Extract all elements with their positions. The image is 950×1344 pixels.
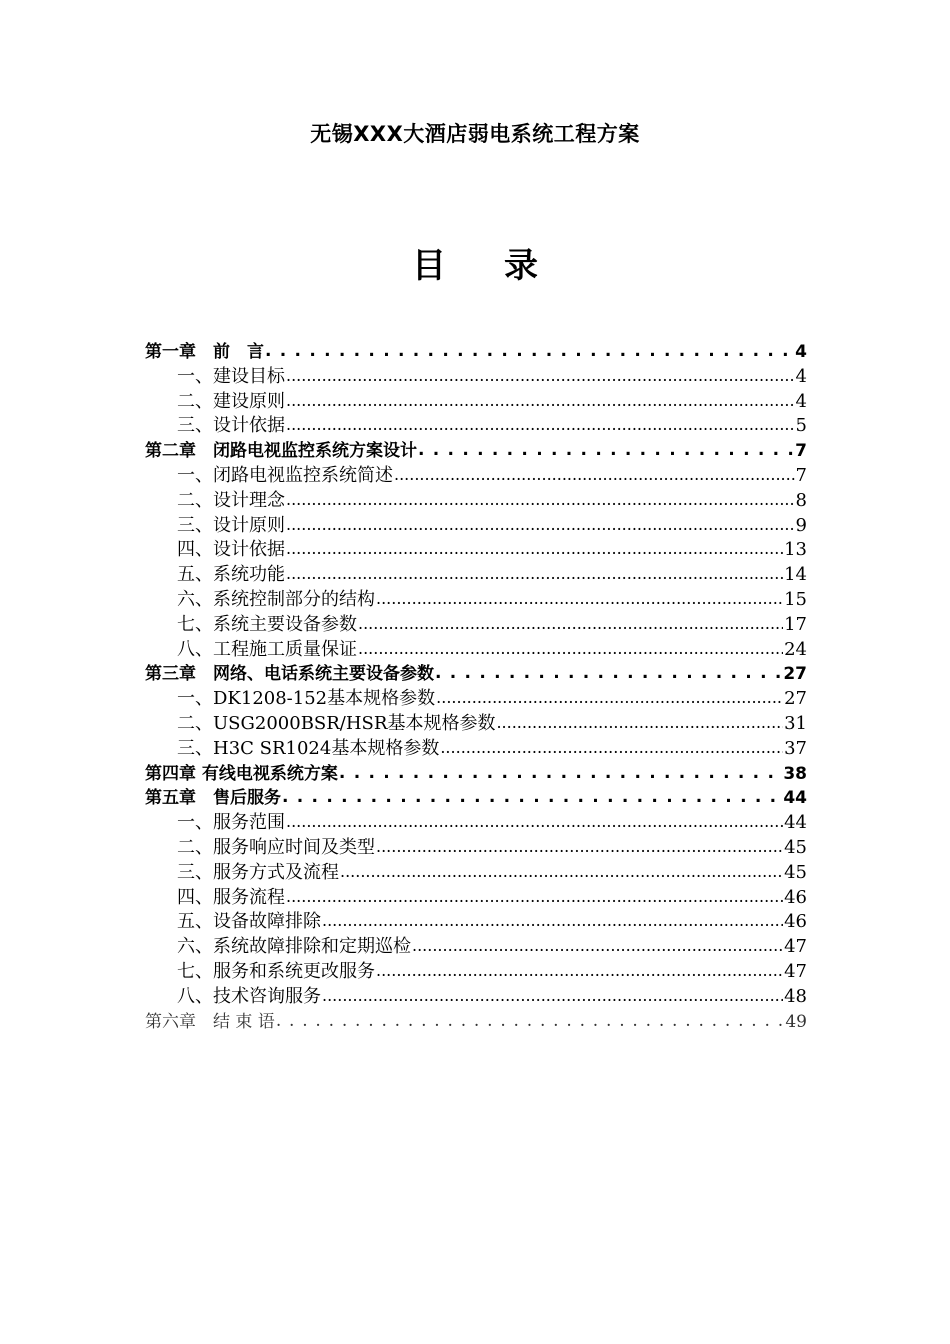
toc-entry-page-number: 31 — [784, 712, 807, 734]
toc-section-entry[interactable] — [145, 910, 807, 935]
toc-entry-label: 六、系统控制部分的结构 — [177, 588, 375, 610]
toc-dot-leader — [322, 984, 783, 1009]
toc-entry-page-number: 48 — [784, 985, 807, 1007]
toc-entry-label: 第四章 有线电视系统方案 — [145, 763, 338, 784]
toc-section-entry[interactable] — [145, 365, 807, 390]
toc-entry-label: 二、USG2000BSR/HSR基本规格参数 — [177, 712, 496, 734]
toc-section-entry[interactable] — [145, 414, 807, 439]
toc-entry-label: 一、服务范围 — [177, 812, 285, 834]
toc-section-entry[interactable] — [145, 489, 807, 514]
toc-entry-page-number: 47 — [784, 960, 807, 982]
toc-section-entry[interactable] — [145, 886, 807, 911]
toc-heading-char-1: 目 — [412, 246, 446, 286]
toc-section-entry[interactable] — [145, 613, 807, 638]
toc-section-entry[interactable] — [145, 836, 807, 861]
toc-chapter-entry[interactable] — [145, 762, 807, 787]
toc-dot-leader — [286, 537, 783, 562]
toc-dot-leader — [412, 934, 783, 959]
toc-dot-leader — [286, 513, 795, 538]
toc-entry-label: 七、服务和系统更改服务 — [177, 960, 375, 982]
document-title: 无锡XXX大酒店弱电系统工程方案 — [310, 122, 640, 146]
toc-dot-leader — [358, 612, 783, 637]
toc-dot-leader — [496, 711, 783, 736]
toc-section-entry[interactable] — [145, 588, 807, 613]
toc-dot-leader — [394, 463, 795, 488]
toc-entry-label: 二、服务响应时间及类型 — [177, 836, 375, 858]
toc-entry-label: 八、技术咨询服务 — [177, 985, 321, 1007]
toc-entry-page-number: 49 — [785, 1011, 807, 1032]
toc-dot-leader — [340, 860, 783, 885]
toc-entry-page-number: 13 — [784, 539, 807, 561]
toc-dot-leader — [376, 959, 783, 984]
toc-entry-page-number: 44 — [783, 788, 807, 809]
toc-entry-label: 第六章 结 束 语 — [145, 1011, 275, 1032]
toc-entry-label: 一、DK1208-152基本规格参数 — [177, 688, 436, 710]
toc-entry-label: 一、闭路电视监控系统简述 — [177, 464, 393, 486]
toc-dot-leader — [358, 637, 783, 662]
toc-section-entry[interactable] — [145, 712, 807, 737]
toc-entry-page-number: 14 — [784, 564, 807, 586]
toc-entry-page-number: 4 — [795, 365, 807, 387]
toc-entry-page-number: 38 — [783, 763, 807, 784]
toc-entry-page-number: 7 — [795, 441, 807, 462]
toc-entry-page-number: 17 — [784, 613, 807, 635]
toc-entry-label: 二、设计理念 — [177, 489, 285, 511]
toc-dot-leader — [376, 587, 783, 612]
toc-heading-char-2: 录 — [504, 246, 538, 286]
toc-entry-label: 四、服务流程 — [177, 886, 285, 908]
toc-section-entry[interactable] — [145, 390, 807, 415]
toc-entry-page-number: 4 — [795, 390, 807, 412]
toc-entry-label: 七、系统主要设备参数 — [177, 613, 357, 635]
toc-chapter-entry[interactable] — [145, 439, 807, 464]
toc-entry-page-number: 47 — [784, 936, 807, 958]
toc-dot-leader — [339, 761, 782, 786]
toc-entry-page-number: 5 — [795, 415, 807, 437]
toc-dot-leader — [286, 885, 783, 910]
toc-entry-page-number: 8 — [795, 489, 807, 511]
toc-entry-label: 六、系统故障排除和定期巡检 — [177, 936, 411, 958]
toc-entry-page-number: 46 — [784, 886, 807, 908]
toc-dot-leader — [436, 686, 783, 711]
toc-entry-label: 第一章 前 言 — [145, 342, 264, 362]
toc-dot-leader — [286, 488, 795, 513]
toc-dot-leader — [286, 389, 795, 414]
toc-dot-leader — [322, 909, 783, 934]
toc-entry-page-number: 24 — [784, 638, 807, 660]
toc-section-entry[interactable] — [145, 935, 807, 960]
toc-section-entry[interactable] — [145, 514, 807, 539]
toc-dot-leader — [286, 810, 783, 835]
toc-entry-label: 一、建设目标 — [177, 365, 285, 387]
toc-section-entry[interactable] — [145, 464, 807, 489]
toc-section-entry[interactable] — [145, 687, 807, 712]
toc-entry-page-number: 37 — [784, 737, 807, 759]
toc-dot-leader — [265, 339, 794, 364]
toc-entry-page-number: 15 — [784, 588, 807, 610]
toc-entry-page-number: 27 — [783, 664, 807, 685]
toc-dot-leader — [376, 835, 783, 860]
toc-entry-page-number: 45 — [784, 861, 807, 883]
toc-dot-leader — [286, 413, 795, 438]
toc-entry-page-number: 27 — [784, 688, 807, 710]
toc-chapter-entry[interactable] — [145, 662, 807, 687]
table-of-contents — [145, 340, 807, 1034]
toc-entry-label: 第五章 售后服务 — [145, 788, 281, 809]
toc-entry-page-number: 4 — [795, 342, 807, 362]
toc-section-entry[interactable] — [145, 811, 807, 836]
toc-dot-leader — [440, 736, 783, 761]
toc-section-entry[interactable] — [145, 563, 807, 588]
toc-section-entry[interactable] — [145, 960, 807, 985]
toc-entry-label: 三、H3C SR1024基本规格参数 — [177, 737, 440, 759]
toc-dot-leader — [286, 562, 783, 587]
toc-section-entry[interactable] — [145, 985, 807, 1010]
toc-dot-leader — [276, 1009, 785, 1034]
toc-chapter-entry[interactable] — [145, 340, 807, 365]
toc-entry-label: 五、系统功能 — [177, 564, 285, 586]
toc-dot-leader — [418, 438, 794, 463]
toc-entry-label: 五、设备故障排除 — [177, 911, 321, 933]
toc-dot-leader — [282, 785, 782, 810]
toc-entry-label: 二、建设原则 — [177, 390, 285, 412]
toc-chapter-entry[interactable] — [145, 786, 807, 811]
toc-heading — [0, 238, 950, 287]
toc-entry-label: 三、服务方式及流程 — [177, 861, 339, 883]
toc-section-entry[interactable] — [145, 538, 807, 563]
toc-dot-leader — [286, 364, 795, 389]
toc-entry-label: 四、设计依据 — [177, 539, 285, 561]
toc-entry-label: 第二章 闭路电视监控系统方案设计 — [145, 441, 417, 462]
toc-entry-page-number: 46 — [784, 911, 807, 933]
toc-entry-page-number: 45 — [784, 836, 807, 858]
toc-entry-label: 三、设计依据 — [177, 415, 285, 437]
toc-section-entry[interactable] — [145, 737, 807, 762]
toc-entry-page-number: 44 — [784, 812, 807, 834]
toc-entry-page-number: 7 — [795, 464, 807, 486]
toc-chapter-entry[interactable] — [145, 1010, 807, 1035]
toc-section-entry[interactable] — [145, 861, 807, 886]
toc-section-entry[interactable] — [145, 638, 807, 663]
toc-entry-label: 八、工程施工质量保证 — [177, 638, 357, 660]
toc-entry-label: 三、设计原则 — [177, 514, 285, 536]
toc-entry-label: 第三章 网络、电话系统主要设备参数 — [145, 664, 434, 685]
toc-entry-page-number: 9 — [795, 514, 807, 536]
toc-dot-leader — [435, 661, 782, 686]
